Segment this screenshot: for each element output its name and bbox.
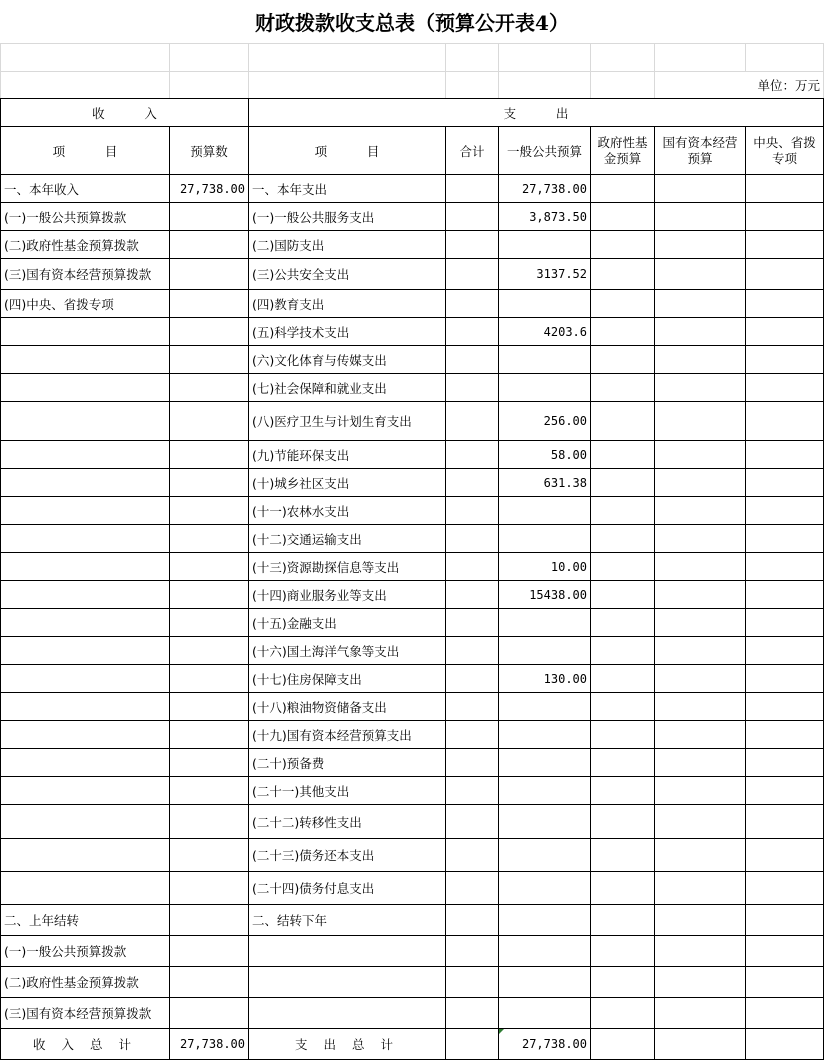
income-item-cell[interactable]	[1, 749, 170, 777]
income-budget-cell[interactable]	[170, 374, 249, 402]
general-budget-cell[interactable]: 4203.6	[499, 318, 591, 346]
total-cell[interactable]	[446, 905, 499, 936]
income-budget-cell[interactable]	[170, 441, 249, 469]
unit-label: 单位：万元	[655, 72, 824, 99]
table-row	[1, 402, 824, 441]
expense-item-cell[interactable]	[249, 967, 446, 998]
state-capital-budget-cell[interactable]	[655, 665, 746, 693]
gov-fund-budget-cell[interactable]	[591, 905, 655, 936]
state-capital-budget-cell[interactable]	[655, 402, 746, 441]
general-budget-header: 一般公共预算	[499, 127, 591, 175]
expense-item-cell[interactable]: (二十二)转移性支出	[249, 805, 446, 839]
gov-fund-budget-cell[interactable]	[591, 402, 655, 441]
state-capital-budget-header: 国有资本经营预算	[655, 127, 746, 175]
expense-item-cell[interactable]: (十四)商业服务业等支出	[249, 581, 446, 609]
table-row	[1, 637, 824, 665]
general-budget-cell[interactable]	[499, 609, 591, 637]
income-total-label[interactable]: 收 入 总 计	[1, 1029, 170, 1060]
general-budget-cell[interactable]	[499, 231, 591, 259]
gov-fund-budget-cell[interactable]	[591, 259, 655, 290]
central-provincial-cell[interactable]	[746, 581, 824, 609]
expense-item-cell[interactable]: (十七)住房保障支出	[249, 665, 446, 693]
income-item-cell[interactable]: (二)政府性基金预算拨款	[1, 967, 170, 998]
table-row	[1, 777, 824, 805]
gov-fund-budget-cell[interactable]	[591, 374, 655, 402]
total-cell[interactable]	[446, 872, 499, 905]
table-row	[1, 998, 824, 1029]
expense-item-cell[interactable]: (七)社会保障和就业支出	[249, 374, 446, 402]
central-provincial-cell[interactable]	[746, 872, 824, 905]
gov-fund-budget-cell[interactable]	[591, 525, 655, 553]
expense-item-cell[interactable]: (一)一般公共服务支出	[249, 203, 446, 231]
table-row	[1, 259, 824, 290]
table-row	[1, 553, 824, 581]
central-provincial-cell[interactable]	[746, 721, 824, 749]
central-provincial-cell[interactable]	[746, 525, 824, 553]
total-cell[interactable]	[446, 441, 499, 469]
general-budget-cell[interactable]: 3137.52	[499, 259, 591, 290]
state-capital-budget-cell[interactable]	[655, 203, 746, 231]
gov-fund-budget-cell[interactable]	[591, 967, 655, 998]
income-total-value[interactable]: 27,738.00	[170, 1029, 249, 1060]
table-row	[1, 469, 824, 497]
income-item-cell[interactable]	[1, 402, 170, 441]
income-item-cell[interactable]	[1, 374, 170, 402]
income-item-cell[interactable]: (二)政府性基金预算拨款	[1, 231, 170, 259]
state-capital-budget-cell[interactable]	[655, 318, 746, 346]
table-row	[1, 441, 824, 469]
central-provincial-cell[interactable]	[746, 665, 824, 693]
table-row	[1, 290, 824, 318]
expense-item-cell[interactable]: (四)教育支出	[249, 290, 446, 318]
state-capital-budget-cell[interactable]	[655, 905, 746, 936]
expense-total-label[interactable]: 支 出 总 计	[249, 1029, 446, 1060]
expense-item-cell[interactable]: (五)科学技术支出	[249, 318, 446, 346]
gov-fund-budget-cell[interactable]	[591, 777, 655, 805]
expense-item-cell[interactable]: (二十三)债务还本支出	[249, 839, 446, 872]
state-capital-budget-cell[interactable]	[655, 609, 746, 637]
general-budget-cell[interactable]	[499, 525, 591, 553]
state-capital-budget-cell[interactable]	[655, 231, 746, 259]
state-capital-budget-cell[interactable]	[655, 721, 746, 749]
income-budget-cell[interactable]	[170, 905, 249, 936]
gov-fund-budget-cell[interactable]	[591, 749, 655, 777]
expense-item-header: 项 目	[249, 127, 446, 175]
blank-row	[1, 44, 824, 72]
total-cell[interactable]	[446, 290, 499, 318]
table-row	[1, 175, 824, 203]
central-provincial-cell[interactable]	[746, 998, 824, 1029]
table-row	[1, 749, 824, 777]
income-item-cell[interactable]	[1, 553, 170, 581]
table-row	[1, 609, 824, 637]
central-provincial-cell[interactable]	[746, 469, 824, 497]
income-item-cell[interactable]: (一)一般公共预算拨款	[1, 203, 170, 231]
gov-fund-budget-header: 政府性基金预算	[591, 127, 655, 175]
central-provincial-cell[interactable]	[746, 402, 824, 441]
general-budget-cell[interactable]: 27,738.00	[499, 175, 591, 203]
gov-fund-budget-cell[interactable]	[591, 553, 655, 581]
income-budget-cell[interactable]	[170, 609, 249, 637]
total-cell[interactable]	[446, 609, 499, 637]
income-item-cell[interactable]	[1, 777, 170, 805]
income-item-cell[interactable]: 二、上年结转	[1, 905, 170, 936]
general-total-value[interactable]: 27,738.00	[499, 1029, 591, 1060]
gov-fund-budget-cell[interactable]	[591, 581, 655, 609]
total-cell[interactable]	[446, 693, 499, 721]
expense-item-cell[interactable]: (十二)交通运输支出	[249, 525, 446, 553]
total-cell[interactable]	[446, 553, 499, 581]
central-provincial-cell[interactable]	[746, 553, 824, 581]
expense-item-cell[interactable]: (十六)国土海洋气象等支出	[249, 637, 446, 665]
gov-fund-budget-cell[interactable]	[591, 497, 655, 525]
total-cell[interactable]	[446, 469, 499, 497]
expense-section-header: 支 出	[249, 99, 824, 127]
total-cell[interactable]	[446, 637, 499, 665]
general-budget-cell[interactable]	[499, 346, 591, 374]
income-budget-cell[interactable]	[170, 469, 249, 497]
state-capital-budget-cell[interactable]	[655, 805, 746, 839]
table-row	[1, 231, 824, 259]
income-item-cell[interactable]: (三)国有资本经营预算拨款	[1, 259, 170, 290]
general-budget-cell[interactable]	[499, 805, 591, 839]
table-row	[1, 203, 824, 231]
gov-fund-budget-cell[interactable]	[591, 693, 655, 721]
central-provincial-cell[interactable]	[746, 231, 824, 259]
income-budget-cell[interactable]	[170, 936, 249, 967]
income-item-cell[interactable]: (三)国有资本经营预算拨款	[1, 998, 170, 1029]
central-provincial-cell[interactable]	[746, 346, 824, 374]
income-item-cell[interactable]	[1, 805, 170, 839]
table-row	[1, 872, 824, 905]
expense-item-cell[interactable]	[249, 936, 446, 967]
state-capital-budget-cell[interactable]	[655, 839, 746, 872]
income-item-cell[interactable]	[1, 318, 170, 346]
income-item-cell[interactable]	[1, 469, 170, 497]
income-budget-cell[interactable]	[170, 693, 249, 721]
general-budget-cell[interactable]	[499, 374, 591, 402]
total-cell[interactable]	[446, 525, 499, 553]
totals-row	[1, 1029, 824, 1060]
general-budget-cell[interactable]	[499, 721, 591, 749]
income-budget-cell[interactable]	[170, 402, 249, 441]
gov-fund-budget-cell[interactable]	[591, 637, 655, 665]
state-capital-budget-cell[interactable]	[655, 290, 746, 318]
gov-fund-budget-cell[interactable]	[591, 936, 655, 967]
total-cell[interactable]	[446, 259, 499, 290]
table-row	[1, 693, 824, 721]
expense-item-cell[interactable]: (二)国防支出	[249, 231, 446, 259]
income-budget-cell[interactable]	[170, 525, 249, 553]
expense-item-cell[interactable]: (三)公共安全支出	[249, 259, 446, 290]
gov-fund-budget-cell[interactable]	[591, 998, 655, 1029]
general-budget-cell[interactable]: 58.00	[499, 441, 591, 469]
total-cell[interactable]	[446, 203, 499, 231]
general-budget-cell[interactable]	[499, 290, 591, 318]
total-cell[interactable]	[446, 231, 499, 259]
central-provincial-cell[interactable]	[746, 905, 824, 936]
income-budget-cell[interactable]	[170, 231, 249, 259]
income-budget-cell[interactable]	[170, 749, 249, 777]
income-budget-cell[interactable]	[170, 203, 249, 231]
table-row	[1, 805, 824, 839]
state-capital-budget-cell[interactable]	[655, 936, 746, 967]
state-capital-budget-cell[interactable]	[655, 967, 746, 998]
table-row	[1, 374, 824, 402]
income-item-cell[interactable]	[1, 872, 170, 905]
income-budget-cell[interactable]	[170, 290, 249, 318]
income-item-cell[interactable]	[1, 609, 170, 637]
state-capital-budget-cell[interactable]	[655, 693, 746, 721]
total-cell[interactable]	[446, 998, 499, 1029]
central-provincial-cell[interactable]	[746, 609, 824, 637]
gov-fund-budget-cell[interactable]	[591, 839, 655, 872]
total-header: 合计	[446, 127, 499, 175]
central-provincial-cell[interactable]	[746, 441, 824, 469]
general-budget-cell[interactable]: 10.00	[499, 553, 591, 581]
state-capital-budget-cell[interactable]	[655, 259, 746, 290]
central-provincial-cell[interactable]	[746, 637, 824, 665]
table-row	[1, 318, 824, 346]
total-cell[interactable]	[446, 1029, 499, 1060]
table-row	[1, 839, 824, 872]
central-provincial-cell[interactable]	[746, 749, 824, 777]
gov-fund-budget-cell[interactable]	[591, 469, 655, 497]
gov-fund-budget-cell[interactable]	[591, 346, 655, 374]
state-capital-budget-cell[interactable]	[655, 374, 746, 402]
central-provincial-cell[interactable]	[746, 693, 824, 721]
income-item-cell[interactable]	[1, 839, 170, 872]
central-provincial-cell[interactable]	[746, 290, 824, 318]
general-budget-cell[interactable]	[499, 936, 591, 967]
income-item-cell[interactable]	[1, 693, 170, 721]
general-budget-cell[interactable]	[499, 839, 591, 872]
state-capital-budget-cell[interactable]	[655, 441, 746, 469]
table-row	[1, 665, 824, 693]
total-cell[interactable]	[446, 318, 499, 346]
central-provincial-cell[interactable]	[746, 839, 824, 872]
income-section-header: 收 入	[1, 99, 249, 127]
state-capital-budget-cell[interactable]	[655, 553, 746, 581]
gov-fund-budget-cell[interactable]	[591, 872, 655, 905]
expense-item-cell[interactable]: (十三)资源勘探信息等支出	[249, 553, 446, 581]
income-budget-cell[interactable]	[170, 318, 249, 346]
gov-fund-budget-cell[interactable]	[591, 609, 655, 637]
general-budget-cell[interactable]	[499, 777, 591, 805]
gov-fund-budget-cell[interactable]	[591, 805, 655, 839]
central-provincial-cell[interactable]	[746, 967, 824, 998]
income-budget-cell[interactable]	[170, 553, 249, 581]
general-budget-cell[interactable]: 256.00	[499, 402, 591, 441]
income-budget-cell[interactable]	[170, 998, 249, 1029]
state-capital-budget-cell[interactable]	[655, 346, 746, 374]
central-provincial-cell[interactable]	[746, 259, 824, 290]
expense-item-cell[interactable]: 一、本年支出	[249, 175, 446, 203]
column-header-row	[1, 127, 824, 175]
gov-fund-budget-cell[interactable]	[591, 290, 655, 318]
state-capital-budget-cell[interactable]	[655, 777, 746, 805]
table-row	[1, 721, 824, 749]
expense-item-cell[interactable]: (十八)粮油物资储备支出	[249, 693, 446, 721]
income-budget-cell[interactable]	[170, 872, 249, 905]
total-cell[interactable]	[446, 749, 499, 777]
general-budget-cell[interactable]	[499, 872, 591, 905]
gov-fund-budget-cell[interactable]	[591, 203, 655, 231]
income-budget-cell[interactable]	[170, 721, 249, 749]
central-provincial-cell[interactable]	[746, 175, 824, 203]
general-budget-cell[interactable]	[499, 693, 591, 721]
total-cell[interactable]	[446, 665, 499, 693]
central-provincial-cell[interactable]	[746, 374, 824, 402]
central-provincial-cell[interactable]	[746, 805, 824, 839]
expense-item-cell[interactable]: (六)文化体育与传媒支出	[249, 346, 446, 374]
central-provincial-cell[interactable]	[746, 777, 824, 805]
expense-item-cell[interactable]: (十九)国有资本经营预算支出	[249, 721, 446, 749]
total-cell[interactable]	[446, 497, 499, 525]
central-provincial-cell[interactable]	[746, 497, 824, 525]
state-capital-budget-cell[interactable]	[655, 175, 746, 203]
central-provincial-header: 中央、省拨专项	[746, 127, 824, 175]
general-budget-cell[interactable]	[499, 998, 591, 1029]
expense-item-cell[interactable]: (十五)金融支出	[249, 609, 446, 637]
table-row	[1, 936, 824, 967]
expense-item-cell[interactable]: (二十四)债务付息支出	[249, 872, 446, 905]
income-budget-cell[interactable]	[170, 665, 249, 693]
general-budget-cell[interactable]: 15438.00	[499, 581, 591, 609]
income-budget-cell[interactable]	[170, 839, 249, 872]
expense-item-cell[interactable]: (十)城乡社区支出	[249, 469, 446, 497]
income-budget-cell[interactable]	[170, 967, 249, 998]
table-row	[1, 346, 824, 374]
income-item-cell[interactable]	[1, 497, 170, 525]
expense-item-cell[interactable]: (二十)预备费	[249, 749, 446, 777]
central-provincial-cell[interactable]	[746, 936, 824, 967]
expense-item-cell[interactable]: (九)节能环保支出	[249, 441, 446, 469]
income-item-cell[interactable]	[1, 665, 170, 693]
total-cell[interactable]	[446, 777, 499, 805]
state-capital-budget-cell[interactable]	[655, 637, 746, 665]
table-row	[1, 967, 824, 998]
income-item-cell[interactable]: (一)一般公共预算拨款	[1, 936, 170, 967]
income-budget-cell[interactable]	[170, 805, 249, 839]
expense-item-cell[interactable]: (二十一)其他支出	[249, 777, 446, 805]
gov-fund-budget-cell[interactable]	[591, 318, 655, 346]
expense-item-cell[interactable]: (十一)农林水支出	[249, 497, 446, 525]
table-row	[1, 581, 824, 609]
expense-item-cell[interactable]: 二、结转下年	[249, 905, 446, 936]
state-capital-budget-cell[interactable]	[655, 497, 746, 525]
total-cell[interactable]	[446, 805, 499, 839]
total-cell[interactable]	[446, 346, 499, 374]
total-cell[interactable]	[446, 581, 499, 609]
budget-table	[0, 43, 824, 1060]
central-provincial-cell[interactable]	[746, 318, 824, 346]
income-budget-cell[interactable]	[170, 497, 249, 525]
central-provincial-cell[interactable]	[746, 1029, 824, 1060]
total-cell[interactable]	[446, 374, 499, 402]
general-budget-cell[interactable]	[499, 749, 591, 777]
unit-row	[1, 72, 824, 99]
income-item-cell[interactable]	[1, 581, 170, 609]
total-cell[interactable]	[446, 839, 499, 872]
general-budget-cell[interactable]	[499, 637, 591, 665]
general-budget-cell[interactable]: 130.00	[499, 665, 591, 693]
general-budget-cell[interactable]	[499, 905, 591, 936]
income-budget-cell[interactable]: 27,738.00	[170, 175, 249, 203]
state-capital-budget-cell[interactable]	[655, 1029, 746, 1060]
general-budget-cell[interactable]: 3,873.50	[499, 203, 591, 231]
income-item-cell[interactable]: 一、本年收入	[1, 175, 170, 203]
total-cell[interactable]	[446, 967, 499, 998]
gov-fund-budget-cell[interactable]	[591, 1029, 655, 1060]
central-provincial-cell[interactable]	[746, 203, 824, 231]
state-capital-budget-cell[interactable]	[655, 469, 746, 497]
income-item-cell[interactable]	[1, 721, 170, 749]
income-item-cell[interactable]: (四)中央、省拨专项	[1, 290, 170, 318]
gov-fund-budget-cell[interactable]	[591, 231, 655, 259]
table-row	[1, 497, 824, 525]
state-capital-budget-cell[interactable]	[655, 749, 746, 777]
income-budget-cell[interactable]	[170, 777, 249, 805]
gov-fund-budget-cell[interactable]	[591, 441, 655, 469]
general-budget-cell[interactable]	[499, 497, 591, 525]
table-row	[1, 905, 824, 936]
state-capital-budget-cell[interactable]	[655, 872, 746, 905]
expense-item-cell[interactable]: (八)医疗卫生与计划生育支出	[249, 402, 446, 441]
total-cell[interactable]	[446, 175, 499, 203]
income-item-cell[interactable]	[1, 637, 170, 665]
income-item-cell[interactable]	[1, 441, 170, 469]
income-budget-cell[interactable]	[170, 637, 249, 665]
gov-fund-budget-cell[interactable]	[591, 721, 655, 749]
income-budget-cell[interactable]	[170, 259, 249, 290]
income-item-cell[interactable]	[1, 346, 170, 374]
state-capital-budget-cell[interactable]	[655, 998, 746, 1029]
income-item-cell[interactable]	[1, 525, 170, 553]
total-cell[interactable]	[446, 402, 499, 441]
general-budget-cell[interactable]: 631.38	[499, 469, 591, 497]
state-capital-budget-cell[interactable]	[655, 525, 746, 553]
income-budget-cell[interactable]	[170, 581, 249, 609]
income-item-header: 项 目	[1, 127, 170, 175]
total-cell[interactable]	[446, 721, 499, 749]
gov-fund-budget-cell[interactable]	[591, 175, 655, 203]
gov-fund-budget-cell[interactable]	[591, 665, 655, 693]
income-budget-header: 预算数	[170, 127, 249, 175]
total-cell[interactable]	[446, 936, 499, 967]
expense-item-cell[interactable]	[249, 998, 446, 1029]
general-budget-cell[interactable]	[499, 967, 591, 998]
table-row	[1, 525, 824, 553]
section-header-row	[1, 99, 824, 127]
sheet-title: 财政拨款收支总表（预算公开表4）	[255, 11, 569, 35]
income-budget-cell[interactable]	[170, 346, 249, 374]
state-capital-budget-cell[interactable]	[655, 581, 746, 609]
